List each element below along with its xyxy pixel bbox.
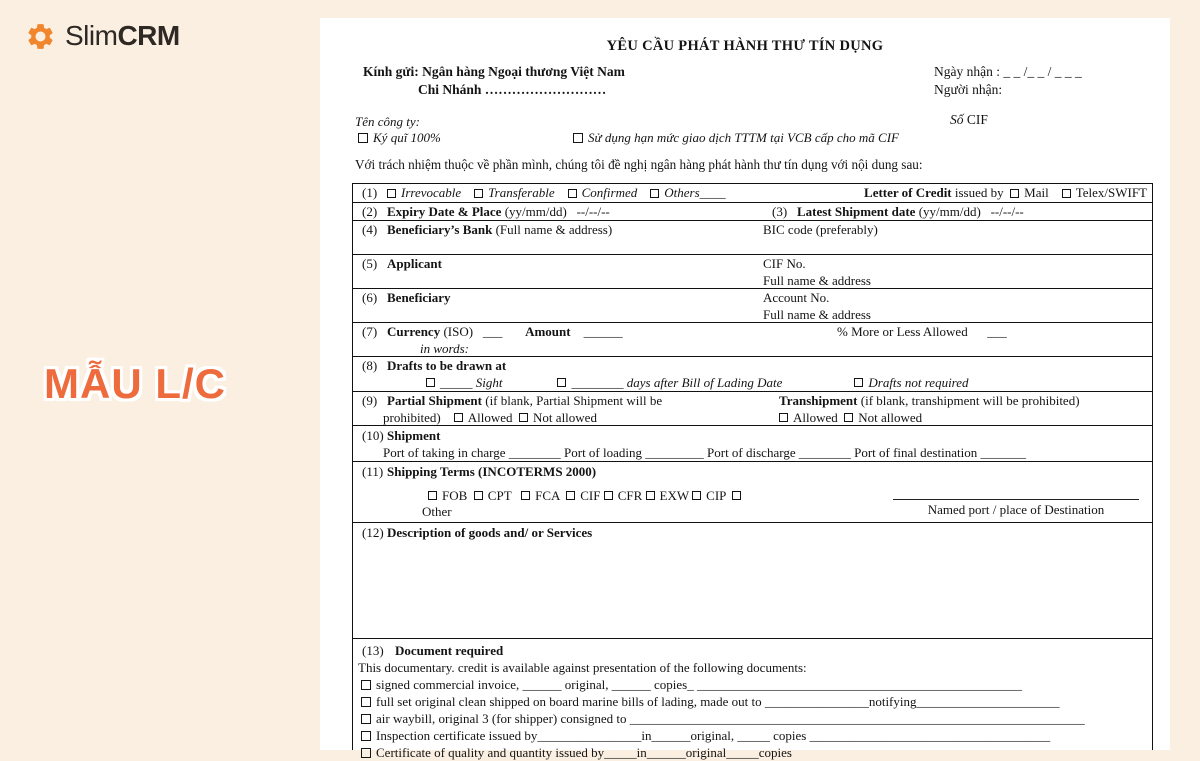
commercial-invoice-checkbox — [361, 680, 371, 690]
cif-checkbox — [566, 491, 575, 500]
row-credit-type: (1) Irrevocable Transferable Confirmed Others ____ Letter of Credit issued by Mail Telex/SWIFT — [353, 184, 1152, 202]
document-item: Inspection certificate issued by________________in______original, _____ copies _____________________________________ — [353, 727, 1152, 744]
confirmed-checkbox — [568, 189, 577, 198]
beneficiary-account-cell: Account No. Full name & address — [763, 290, 871, 322]
quality-certificate-checkbox — [361, 748, 371, 758]
fca-checkbox — [521, 491, 530, 500]
documents-required-intro: This documentary. credit is available against presentation of the following documents: — [358, 660, 807, 675]
row-shipping-terms: (11) Shipping Terms (INCOTERMS 2000) FOB CPT FCA CIF CFR EXW CIP Other Named port / place of Destination — [353, 461, 1152, 522]
sight-checkbox — [426, 378, 435, 387]
transferable-checkbox — [474, 189, 483, 198]
applicant-cif-cell: CIF No. Full name & address — [763, 256, 871, 288]
transhipment-allowed-checkbox — [779, 413, 788, 422]
limit-option: Sử dụng hạn mức giao dịch TTTM tại VCB cấp cho mã CIF — [573, 130, 899, 146]
row-currency-amount: (7) Currency (ISO) ___ Amount ______ in words: % More or Less Allowed ___ — [353, 322, 1152, 356]
cif-number-label: Số CIF — [950, 112, 988, 127]
received-by-line: Người nhận: — [934, 82, 1003, 97]
bills-of-lading-checkbox — [361, 697, 371, 707]
company-name-label: Tên công ty: — [355, 114, 420, 129]
partial-allowed-checkbox — [454, 413, 463, 422]
transhipment-not-allowed-checkbox — [844, 413, 853, 422]
row-documents-required — [353, 638, 1152, 760]
lc-form-table — [352, 183, 1153, 760]
mail-checkbox — [1010, 189, 1019, 198]
partial-not-allowed-checkbox — [519, 413, 528, 422]
form-title: YÊU CẦU PHÁT HÀNH THƯ TÍN DỤNG — [606, 38, 884, 54]
drafts-not-required-checkbox — [854, 378, 863, 387]
other-term-checkbox — [732, 491, 741, 500]
received-date-line: Ngày nhận : _ _ /_ _ / _ _ _ — [934, 64, 1082, 79]
exw-checkbox — [646, 491, 655, 500]
named-port-underline — [893, 488, 1139, 500]
partial-options-line: prohibited) Allowed Not allowed — [383, 409, 597, 425]
incoterms-line: FOB CPT FCA CIF CFR EXW CIP — [353, 481, 1152, 505]
gear-icon — [25, 21, 56, 52]
row-shipment: (10) Shipment Port of taking in charge ________ Port of loading _________ Port of discharge ________ Port of final destination _______ — [353, 425, 1152, 461]
document-item: Certificate of quality and quantity issued by_____in______original_____copies — [353, 744, 1152, 761]
fob-checkbox — [428, 491, 437, 500]
document-item: air waybill, original 3 (for shipper) consigned to ______________________________________________________________________ — [353, 710, 1152, 727]
bic-code-cell: BIC code (preferably) — [763, 222, 878, 237]
slimcrm-logo — [25, 20, 180, 52]
inspection-certificate-checkbox — [361, 731, 371, 741]
days-after-checkbox — [557, 378, 566, 387]
cip-checkbox — [692, 491, 701, 500]
row-beneficiary-bank: (4) Beneficiary’s Bank (Full name & address) BIC code (preferably) — [353, 220, 1152, 254]
branch-line: Chi Nhánh ……………………… — [418, 82, 607, 97]
row-beneficiary: (6) Beneficiary Account No. Full name & address — [353, 288, 1152, 322]
amount-in-words-label: in words: — [420, 340, 469, 356]
deposit-option: Ký quĩ 100% — [358, 130, 441, 146]
cfr-checkbox — [604, 491, 613, 500]
brand-name-regular: Slim — [65, 20, 118, 51]
drafts-options-line: _____ Sight ________ days after Bill of Lading Date Drafts not required — [353, 375, 1152, 392]
received-block — [934, 63, 1082, 99]
brand-name-bold: CRM — [117, 20, 180, 51]
document-item: signed commercial invoice, ______ original, ______ copies_ __________________________________________________ — [353, 676, 1152, 693]
other-term-label: Other — [422, 504, 452, 519]
watermark-label: MẪU L/C — [44, 360, 226, 407]
irrevocable-checkbox — [387, 189, 396, 198]
row-partial-transhipment: (9) Partial Shipment (if blank, Partial Shipment will be prohibited) Allowed Not allowed Transhipment (if blank, transhipment will be prohibited) Allowed Not allowed — [353, 391, 1152, 425]
addressee-line: Kính gửi: Ngân hàng Ngoại thương Việt Nam — [363, 64, 625, 79]
deposit-checkbox — [358, 133, 368, 143]
transhipment-cell: Transhipment (if blank, transhipment will be prohibited) Allowed Not allowed — [779, 393, 1080, 425]
row-expiry-shipment-date: (2) Expiry Date & Place (yy/mm/dd) --/--/-- (3) Latest Shipment date (yy/mm/dd) --/--/-- — [353, 202, 1152, 220]
telex-swift-checkbox — [1062, 189, 1071, 198]
others-checkbox — [650, 189, 659, 198]
ports-line: Port of taking in charge ________ Port of loading _________ Port of discharge ________ Port of final destination _______ — [383, 444, 1026, 460]
latest-shipment-cell: (3) Latest Shipment date (yy/mm/dd) --/--/-- — [772, 204, 1024, 219]
row-goods-description: (12) Description of goods and/ or Services — [353, 522, 1152, 638]
limit-checkbox — [573, 133, 583, 143]
intro-statement: Với trách nhiệm thuộc về phần mình, chúng tôi đề nghị ngân hàng phát hành thư tín dụng với nội dung sau: — [355, 157, 923, 172]
cpt-checkbox — [474, 491, 483, 500]
document-item: full set original clean shipped on board marine bills of lading, made out to ________________notifying______________________ — [353, 693, 1152, 710]
row-applicant: (5) Applicant CIF No. Full name & address — [353, 254, 1152, 288]
tolerance-cell: % More or Less Allowed ___ — [837, 324, 1007, 339]
brand-name — [65, 20, 180, 52]
row-drafts: (8) Drafts to be drawn at _____ Sight ________ days after Bill of Lading Date Drafts not required — [353, 356, 1152, 391]
lc-form-page — [320, 18, 1170, 760]
named-port-cell: Named port / place of Destination — [893, 488, 1139, 519]
addressee-block — [363, 63, 625, 99]
issued-by-cluster: Letter of Credit issued by Mail Telex/SWIFT — [864, 184, 1147, 200]
air-waybill-checkbox — [361, 714, 371, 724]
documents-required-title: (13) Document required — [362, 643, 504, 658]
